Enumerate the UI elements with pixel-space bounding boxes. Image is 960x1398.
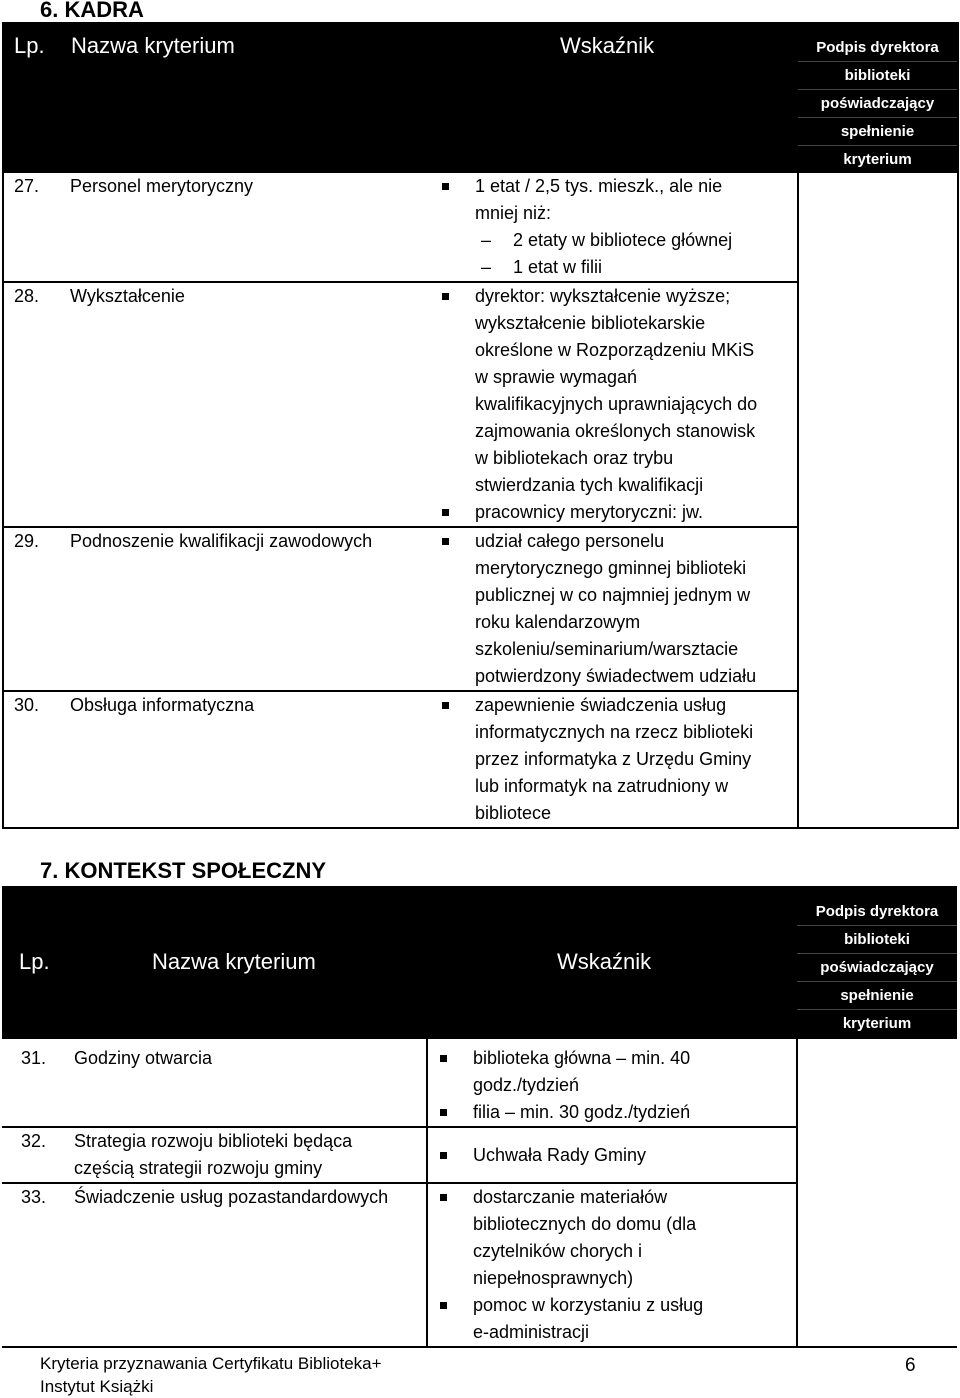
header-signature: Podpis dyrektora biblioteki poświadczający spełnienie kryterium [798, 23, 958, 173]
header-indicator: Wskaźnik [427, 886, 797, 1038]
header-lp: Lp. [3, 23, 68, 173]
page-number: 6 [905, 1355, 916, 1376]
kontekst-table [2, 886, 957, 1348]
table-row: 33. Świadczenie usług pozastandardowych dostarczanie materiałów bibliotecznych do domu (dla czytelników chorych i niepełnosprawnych) pomoc w korzystaniu z usług e-administracji [2, 1183, 957, 1347]
table-header [2, 886, 957, 1038]
section-6-title: 6. KADRA [40, 0, 144, 22]
header-name: Nazwa kryterium [72, 886, 427, 1038]
table-row: 27. Personel merytoryczny 1 etat / 2,5 tys. mieszk., ale nie mniej niż: – 2 etaty w bibliotece głównej – 1 etat w filii [3, 173, 958, 282]
table-row: 28. Wykształcenie dyrektor: wykształcenie wyższe; wykształcenie bibliotekarskie określone w Rozporządzeniu MKiS w sprawie wymagań kwalifikacyjnych uprawniających do zajmowania określonych stanowisk w bibliotekach oraz trybu stwierdzania tych kwalifikacji pracownicy merytoryczni: jw. [3, 282, 958, 527]
signature-cell[interactable] [798, 173, 958, 828]
table-row: 31. Godziny otwarcia biblioteka główna – min. 40 godz./tydzień filia – min. 30 godz./tydzień [2, 1038, 957, 1127]
table-header [3, 23, 958, 173]
header-indicator: Wskaźnik [430, 23, 798, 173]
kadra-table [2, 22, 959, 829]
header-name: Nazwa kryterium [68, 23, 430, 173]
signature-cell[interactable] [797, 1038, 957, 1347]
table-row: 32. Strategia rozwoju biblioteki będąca częścią strategii rozwoju gminy Uchwała Rady Gminy [2, 1127, 957, 1183]
section-7-title: 7. KONTEKST SPOŁECZNY [40, 858, 327, 883]
header-signature: Podpis dyrektora biblioteki poświadczający spełnienie kryterium [797, 886, 957, 1038]
table-row: 30. Obsługa informatyczna zapewnienie świadczenia usług informatycznych na rzecz biblioteki przez informatyka z Urzędu Gminy lub informatyk na zatrudniony w bibliotece [3, 691, 958, 828]
table-row: 29. Podnoszenie kwalifikacji zawodowych udział całego personelu merytorycznego gminnej biblioteki publicznej w co najmniej jednym w roku kalendarzowym szkoleniu/seminarium/warsztacie potwierdzony świadectwem udziału [3, 527, 958, 691]
footer-text: Kryteria przyznawania Certyfikatu Biblioteka+ Instytut Książki [40, 1354, 382, 1396]
header-lp: Lp. [2, 886, 72, 1038]
